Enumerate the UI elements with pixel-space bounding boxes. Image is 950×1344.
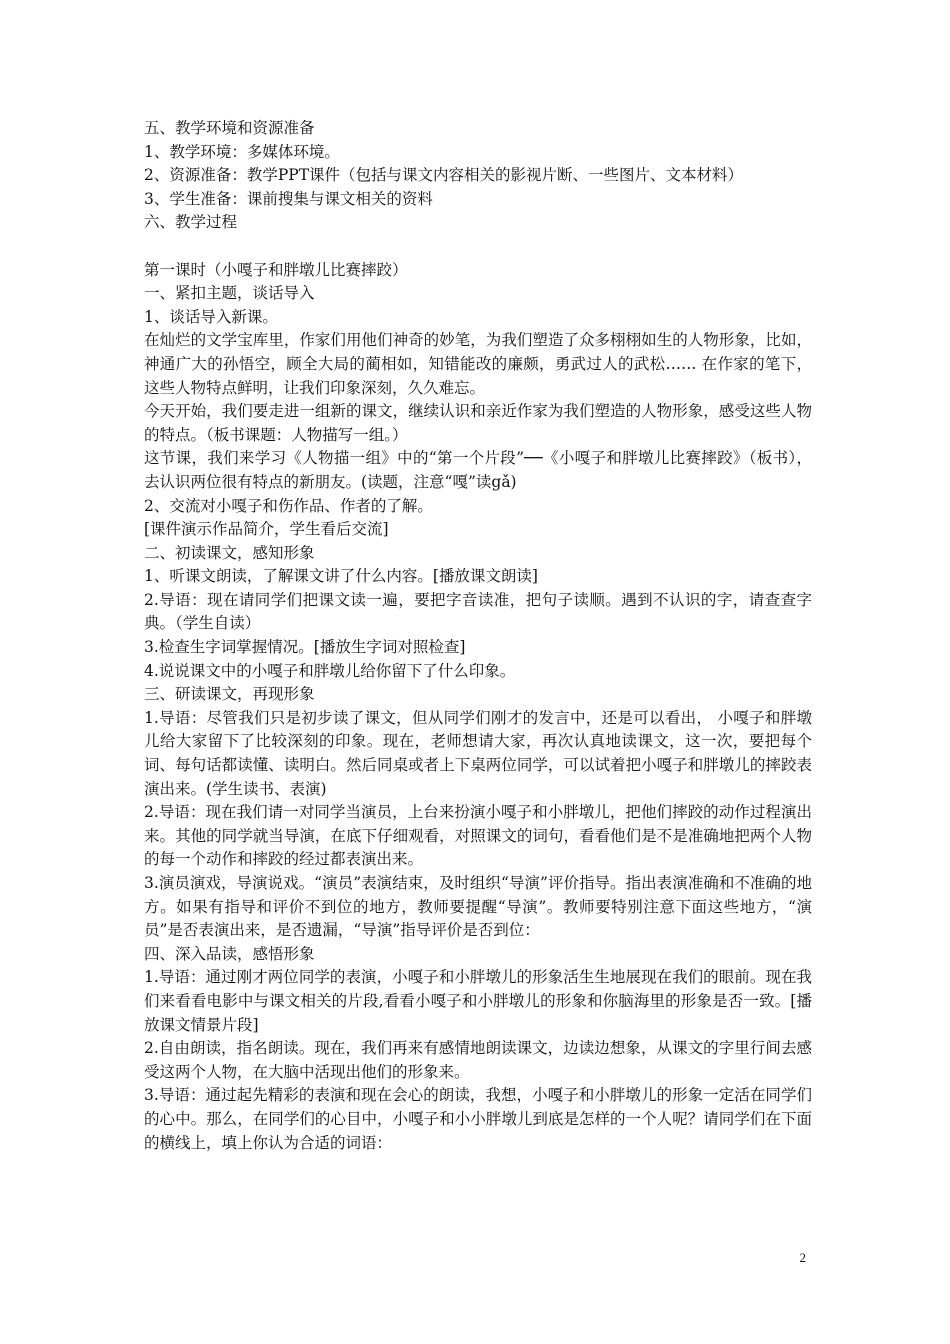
part4-item: 3.导语：通过起先精彩的表演和现在会心的朗读，我想，小嘎子和小胖墩儿的形象一定活在同学们的心中。那么，在同学们的心目中，小嘎子和小小胖墩儿到底是怎样的一个人呢？请同学们在下面的横线上，填上你认为合适的词语：	[144, 1086, 812, 1152]
section5-heading: 五、教学环境和资源准备	[144, 119, 315, 137]
document-body	[144, 117, 812, 1155]
part4-item: 1.导语：通过刚才两位同学的表演，小嘎子和小胖墩儿的形象活生生地展现在我们的眼前。现在我们来看看电影中与课文相关的片段,看看小嘎子和小胖墩儿的形象和你脑海里的形象是否一致。[播放课文情景片段]	[144, 968, 812, 1034]
part1-paragraph: 这节课，我们来学习《人物描一组》中的“第一个片段”──《小嘎子和胖墩儿比赛摔跤》（板书），去认识两位很有特点的新朋友。(读题，注意“嘎”读gǎ)	[144, 449, 812, 491]
part1-paragraph: 在灿烂的文学宝库里，作家们用他们神奇的妙笔，为我们塑造了众多栩栩如生的人物形象，比如，神通广大的孙悟空，顾全大局的蔺相如，知错能改的廉颇，勇武过人的武松…… 在作家的笔下，这些人物特点鲜明，让我们印象深刻，久久难忘。	[144, 331, 812, 397]
section6-heading: 六、教学过程	[144, 213, 238, 232]
blank-line	[144, 235, 812, 259]
part3-heading: 三、研读课文，再现形象	[144, 685, 315, 704]
section5-item: 3、学生准备：课前搜集与课文相关的资料	[144, 189, 433, 208]
lesson-title: 第一课时（小嘎子和胖墩儿比赛摔跤）	[144, 260, 408, 279]
part3-item: 2.导语：现在我们请一对同学当演员，上台来扮演小嘎子和小胖墩儿，把他们摔跤的动作过程演出来。其他的同学就当导演，在底下仔细观看，对照课文的词句，看看他们是不是准确地把两个人物的每一个动作和摔跤的经过都表演出来。	[144, 803, 812, 869]
part4-item: 2.自由朗读，指名朗读。现在，我们再来有感情地朗读课文，边读边想象，从课文的字里行间去感受这两个人物，在大脑中活现出他们的形象来。	[144, 1039, 812, 1081]
part1-paragraph: 今天开始，我们要走进一组新的课文，继续认识和亲近作家为我们塑造的人物形象，感受这些人物的特点。（板书课题：人物描写一组。）	[144, 402, 812, 444]
section5-item: 2、资源准备：教学PPT课件（包括与课文内容相关的影视片断、一些图片、文本材料）	[144, 166, 744, 185]
part2-item: 1、听课文朗读，了解课文讲了什么内容。[播放课文朗读]	[144, 567, 538, 586]
part1-step1: 1、谈话导入新课。	[144, 307, 278, 326]
page-number: 2	[799, 1250, 806, 1265]
section5-item: 1、教学环境：多媒体环境。	[144, 142, 340, 161]
part3-item: 1.导语：尽管我们只是初步读了课文，但从同学们刚才的发言中，还是可以看出， 小嘎子和胖墩儿给大家留下了比较深刻的印象。现在，老师想请大家，再次认真地读课文，这一次，要把每个词、每句话都读懂、读明白。然后同桌或者上下桌两位同学，可以试着把小嘎子和胖墩儿的摔跤表演出来。(学生读书、表演)	[144, 708, 812, 798]
part1-note: [课件演示作品简介，学生看后交流]	[144, 520, 389, 539]
part2-item: 2.导语：现在请同学们把课文读一遍，要把字音读准，把句子读顺。遇到不认识的字，请查查字典。（学生自读）	[144, 590, 812, 633]
part3-item: 3.演员演戏，导演说戏。“演员”表演结束，及时组织“导演”评价指导。指出表演准确和不准确的地方。如果有指导和评价不到位的地方，教师要提醒“导演”。教师要特别注意下面这些地方，“演员”是否表演出来，是否遗漏，“导演”指导评价是否到位：	[144, 874, 812, 940]
part1-heading: 一、紧扣主题，谈话导入	[144, 284, 315, 303]
part4-heading: 四、深入品读，感悟形象	[144, 944, 315, 963]
part1-step2: 2、交流对小嘎子和伤作品、作者的了解。	[144, 496, 433, 515]
part2-heading: 二、初读课文，感知形象	[144, 543, 315, 562]
part2-item: 3.检查生字词掌握情况。[播放生字词对照检查]	[144, 638, 466, 657]
part2-item: 4.说说课文中的小嘎子和胖墩儿给你留下了什么印象。	[144, 661, 516, 680]
